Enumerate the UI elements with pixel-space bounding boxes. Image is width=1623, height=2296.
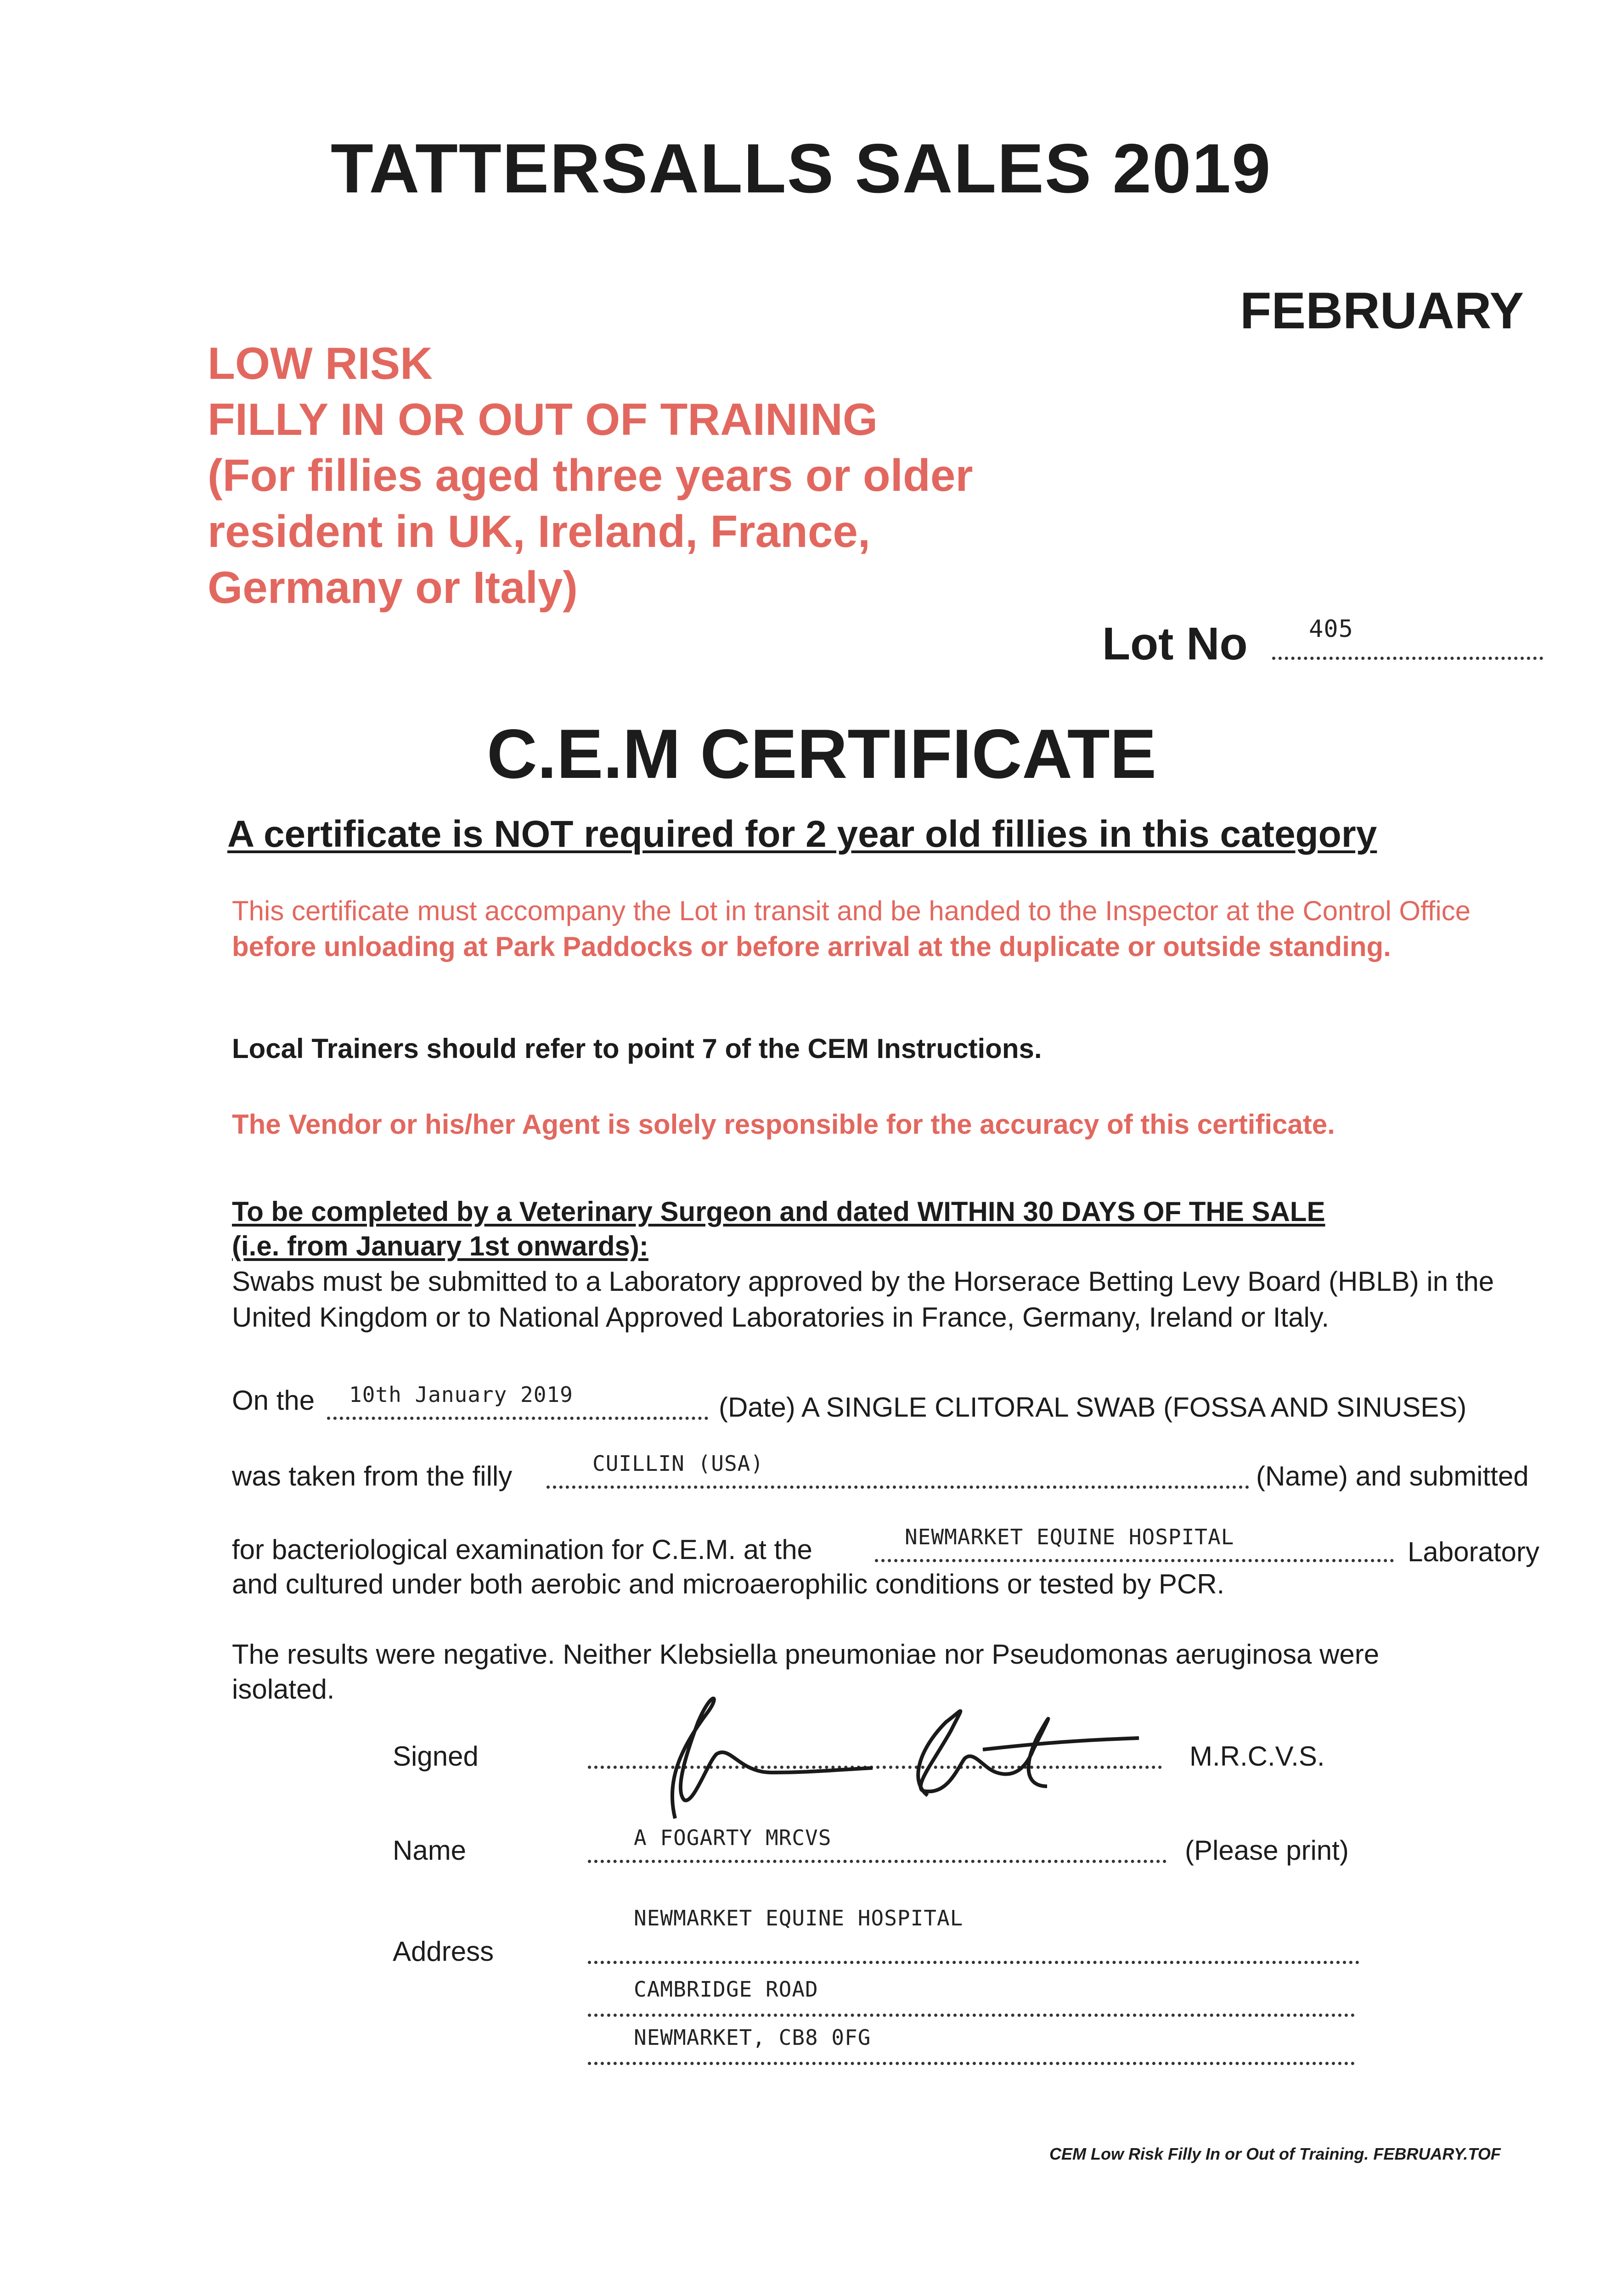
- date-value: 10th January 2019: [349, 1382, 573, 1407]
- please-print-suffix: (Please print): [1185, 1835, 1349, 1866]
- transit-text: This certificate must accompany the Lot in transit and be handed to the Inspector at the Control Office: [232, 895, 1471, 926]
- date-suffix: [719, 1391, 1466, 1423]
- mrcvs-suffix: M.R.C.V.S.: [1189, 1741, 1325, 1772]
- lot-label: Lot No: [1102, 618, 1248, 670]
- signed-label: Signed: [393, 1741, 479, 1772]
- date-line: [232, 1384, 315, 1416]
- results-statement: The results were negative. Neither Klebsiella pneumoniae nor Pseudomonas aeruginosa were isolated.: [232, 1639, 1380, 1705]
- name-label: Name: [393, 1835, 467, 1866]
- laboratory-suffix: Laboratory: [1408, 1536, 1539, 1567]
- address-label: Address: [393, 1936, 494, 1967]
- taken-from-label: was taken from the filly: [232, 1461, 513, 1491]
- address-dotted-line-1: [588, 1961, 1359, 1964]
- date-suffix-text: (Date) A SINGLE CLITORAL SWAB (FOSSA AND SINUSES): [719, 1392, 1467, 1423]
- certificate-title: C.E.M CERTIFICATE: [487, 715, 1157, 793]
- name-dotted-line: [588, 1860, 1167, 1863]
- vendor-responsibility-note: The Vendor or his/her Agent is solely responsible for the accuracy of this certificate.: [232, 1109, 1335, 1140]
- document-title: TATTERSALLS SALES 2019: [331, 129, 1272, 208]
- transit-instruction: [232, 893, 1527, 965]
- sale-month: FEBRUARY: [1240, 282, 1524, 339]
- filly-name-value: CUILLIN (USA): [592, 1451, 764, 1476]
- vet-completion-heading: [232, 1194, 1527, 1230]
- lot-dotted-line: [1272, 657, 1543, 660]
- local-trainers-note: Local Trainers should refer to point 7 of the CEM Instructions.: [232, 1033, 1042, 1064]
- address-line-1: NEWMARKET EQUINE HOSPITAL: [634, 1906, 964, 1930]
- risk-line-4: resident in UK, Ireland, France,: [208, 506, 871, 557]
- not-required-notice: A certificate is NOT required for 2 year old fillies in this category: [227, 813, 1377, 855]
- bacteriological-label: for bacteriological examination for C.E.M. at the: [232, 1534, 812, 1565]
- address-line-3: NEWMARKET, CB8 0FG: [634, 2025, 871, 2050]
- address-line-2: CAMBRIDGE ROAD: [634, 1977, 818, 2002]
- culture-statement: and cultured under both aerobic and microaerophilic conditions or tested by PCR.: [232, 1569, 1225, 1599]
- on-the-label: On the: [232, 1385, 315, 1416]
- risk-line-5: Germany or Italy): [208, 562, 578, 613]
- lot-number-value: 405: [1309, 615, 1353, 643]
- risk-line-2: FILLY IN OR OUT OF TRAINING: [208, 394, 878, 445]
- transit-text-bold: before unloading at Park Paddocks or before arrival at the duplicate or outside standing.: [232, 931, 1391, 962]
- signature-image: [634, 1681, 1162, 1828]
- laboratory-value: NEWMARKET EQUINE HOSPITAL: [905, 1525, 1234, 1549]
- vet-name-value: A FOGARTY MRCVS: [634, 1825, 832, 1850]
- lab-dotted-line: [875, 1559, 1394, 1562]
- risk-line-3: (For fillies aged three years or older: [208, 450, 973, 501]
- risk-category: [208, 335, 1172, 615]
- date-dotted-line: [327, 1417, 708, 1420]
- filly-dotted-line: [547, 1486, 1249, 1489]
- vet-heading-line-1: To be completed by a Veterinary Surgeon and dated WITHIN 30 DAYS OF THE SALE: [232, 1196, 1325, 1227]
- address-dotted-line-3: [588, 2062, 1355, 2065]
- name-submitted-suffix: (Name) and submitted: [1256, 1461, 1529, 1491]
- vet-heading-line-2: (i.e. from January 1st onwards):: [232, 1231, 648, 1261]
- address-dotted-line-2: [588, 2014, 1355, 2017]
- form-reference: CEM Low Risk Filly In or Out of Training. FEBRUARY.TOF: [1049, 2144, 1501, 2163]
- risk-line-1: LOW RISK: [208, 338, 433, 388]
- swab-requirements: Swabs must be submitted to a Laboratory approved by the Horserace Betting Levy Board (HBLB) in the United Kingdom or to National Approved Laboratories in France, Germany, Ireland or Italy.: [232, 1266, 1494, 1333]
